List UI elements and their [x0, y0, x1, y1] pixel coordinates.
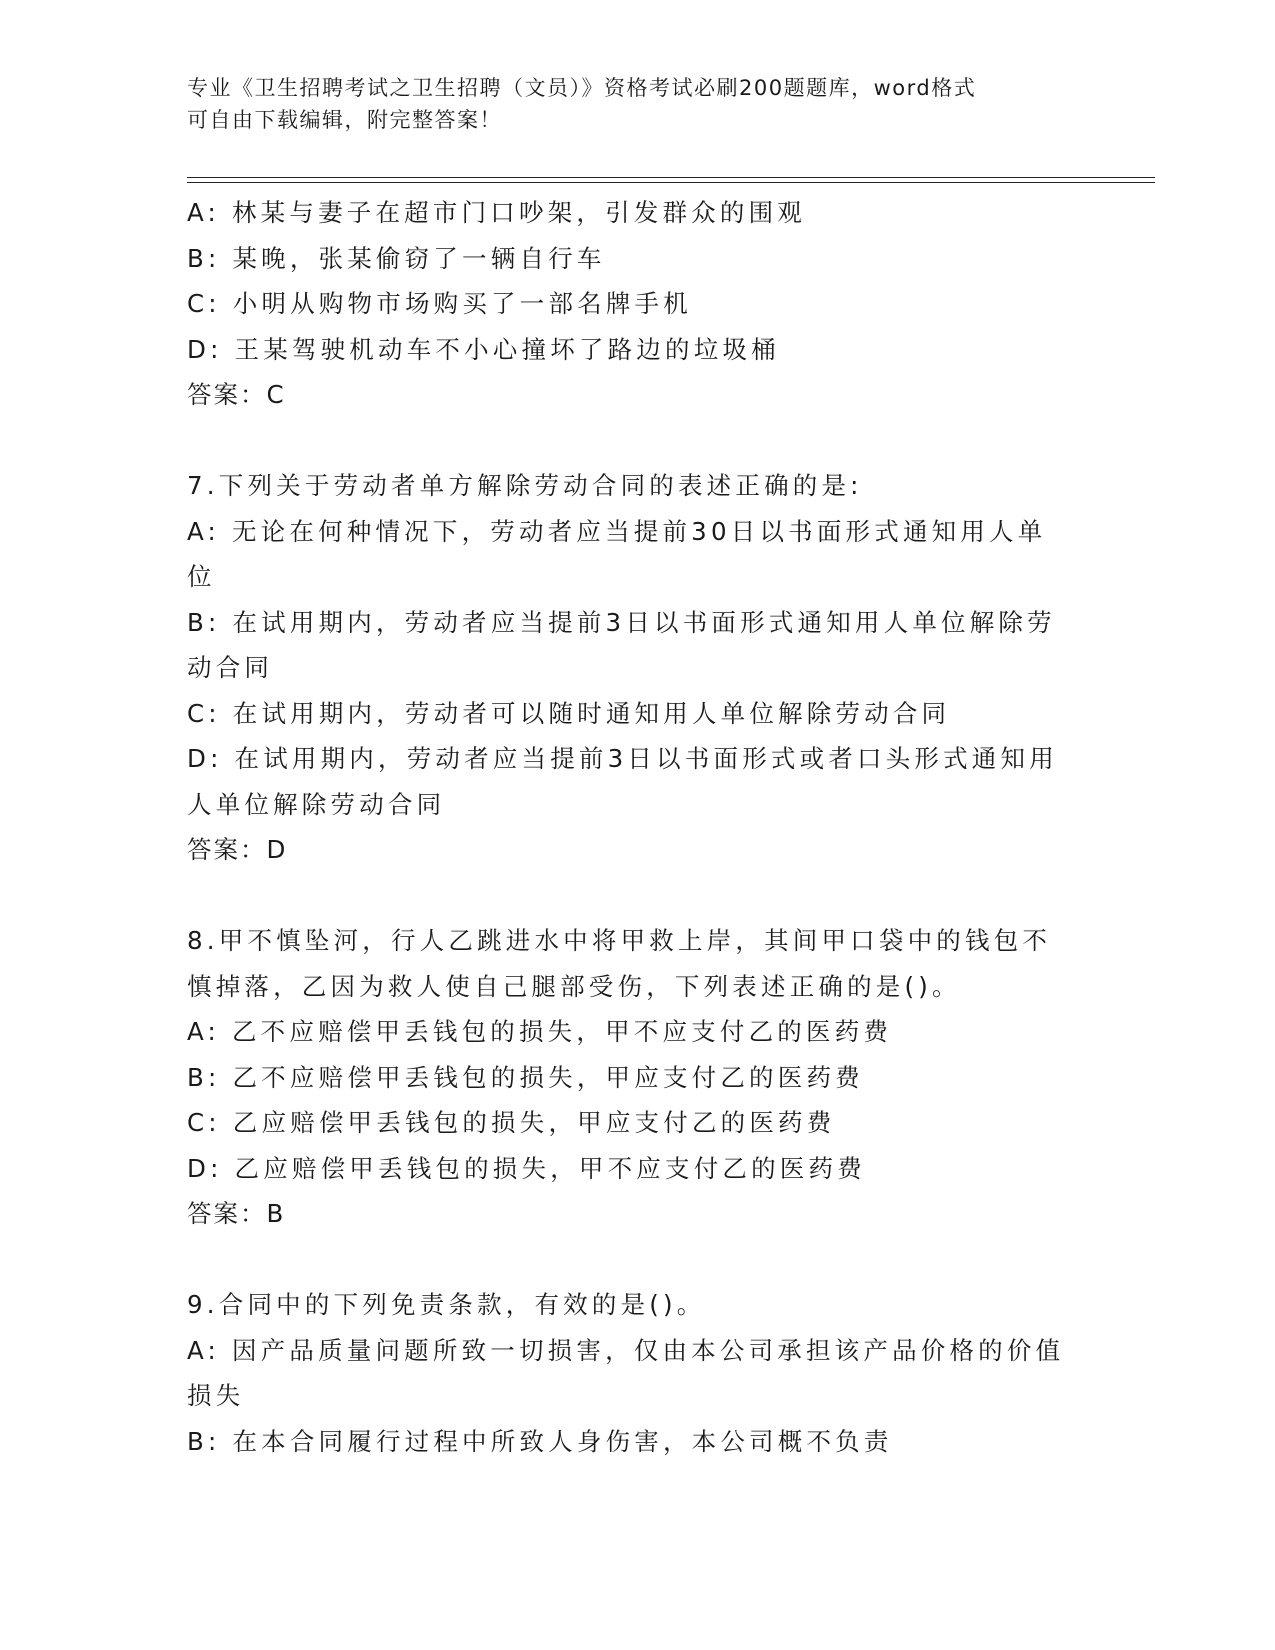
option-line: 损失	[187, 1381, 245, 1410]
option-line: B: 在本合同履行过程中所致人身伤害，本公司概不负责	[187, 1426, 893, 1456]
option-line: A: 乙不应赔偿甲丢钱包的损失，甲不应支付乙的医药费	[187, 1017, 893, 1046]
document-header	[187, 72, 1067, 136]
option-line: D: 乙应赔偿甲丢钱包的损失，甲不应支付乙的医药费	[187, 1153, 866, 1183]
header-line-1: 专业《卫生招聘考试之卫生招聘（文员）》资格考试必刷200题题库，word格式	[187, 76, 977, 100]
question-block-7	[187, 463, 1087, 873]
option-line: 位	[187, 562, 216, 591]
header-line-2: 可自由下载编辑，附完整答案！	[187, 108, 502, 132]
question-stem: 7.下列关于劳动者单方解除劳动合同的表述正确的是:	[187, 471, 863, 500]
option-line: 人单位解除劳动合同	[187, 789, 446, 819]
question-block-9	[187, 1282, 1087, 1464]
question-stem: 8.甲不慎坠河，行人乙跳进水中将甲救上岸，其间甲口袋中的钱包不	[187, 926, 1052, 955]
option-line: D: 在试用期内，劳动者应当提前3日以书面形式或者口头形式通知用	[187, 744, 1058, 773]
header-divider-bottom	[187, 182, 1155, 183]
block-spacer	[187, 1237, 1087, 1283]
option-line: B: 在试用期内，劳动者应当提前3日以书面形式通知用人单位解除劳	[187, 607, 1056, 637]
question-block-8	[187, 918, 1087, 1237]
option-line: C: 在试用期内，劳动者可以随时通知用人单位解除劳动合同	[187, 698, 951, 728]
answer-line: 答案：D	[187, 835, 288, 864]
question-block-6	[187, 190, 1087, 418]
option-line: C: 小明从购物市场购买了一部名牌手机	[187, 289, 692, 318]
option-line: B: 某晚，张某偷窃了一辆自行车	[187, 243, 606, 273]
block-spacer	[187, 418, 1087, 464]
header-divider-top	[187, 177, 1155, 178]
option-line: B: 乙不应赔偿甲丢钱包的损失，甲应支付乙的医药费	[187, 1062, 864, 1092]
option-line: A: 无论在何种情况下，劳动者应当提前30日以书面形式通知用人单	[187, 516, 1047, 546]
block-spacer	[187, 873, 1087, 919]
option-line: C: 乙应赔偿甲丢钱包的损失，甲应支付乙的医药费	[187, 1108, 836, 1137]
option-line: 动合同	[187, 653, 274, 682]
option-line: D: 王某驾驶机动车不小心撞坏了路边的垃圾桶	[187, 334, 780, 364]
option-line: A: 因产品质量问题所致一切损害，仅由本公司承担该产品价格的价值	[187, 1335, 1065, 1365]
option-line: A: 林某与妻子在超市门口吵架，引发群众的围观	[187, 198, 806, 227]
answer-line: 答案：C	[187, 380, 286, 409]
question-content	[187, 190, 1087, 1464]
question-stem: 慎掉落，乙因为救人使自己腿部受伤，下列表述正确的是()。	[187, 971, 961, 1001]
question-stem: 9.合同中的下列免责条款，有效的是()。	[187, 1290, 706, 1319]
answer-line: 答案：B	[187, 1199, 286, 1228]
